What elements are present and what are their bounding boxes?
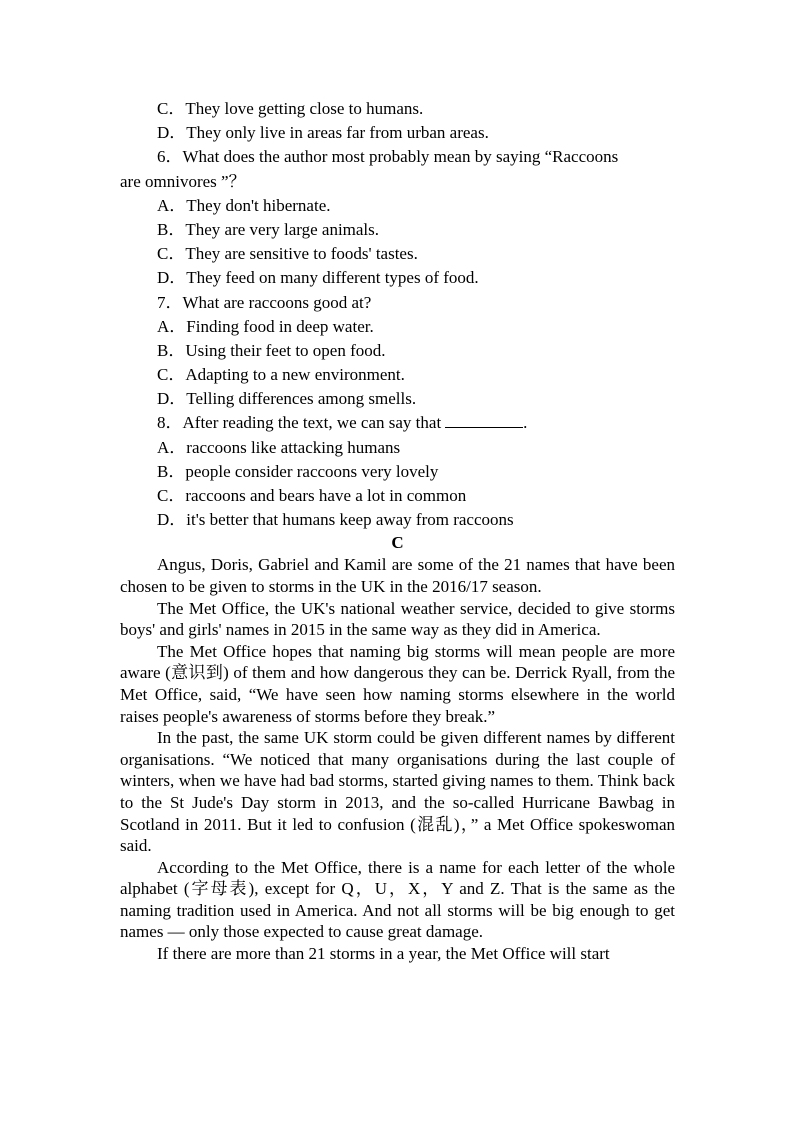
q7-option-d: D．Telling differences among smells. xyxy=(157,389,417,409)
section-heading: C xyxy=(391,533,404,553)
q8-option-c: C．raccoons and bears have a lot in common xyxy=(157,486,467,505)
q6-stem-continued: are omnivores ”？ xyxy=(120,171,246,191)
q8-option-d: D．it's better that humans keep away from raccoons xyxy=(157,510,514,530)
answer-blank xyxy=(445,413,523,428)
q8-option-a: A．raccoons like attacking humans xyxy=(157,437,401,457)
q8-stem-end: . xyxy=(523,413,528,433)
q6-option-a: A．They don't hibernate. xyxy=(157,195,331,215)
paragraph: According to the Met Office, there is a name for each letter of the whole alphabet (字母表), except for Q，U，X，Y and Z. That is the same as the naming tradition used in America. And not all storms will be big enough to get names — only those expected to cause great damage. xyxy=(120,857,675,942)
worksheet-page xyxy=(120,97,675,965)
paragraph: Angus, Doris, Gabriel and Kamil are some of the 21 names that have been chosen to be given to storms in the UK in the 2016/17 season. xyxy=(120,555,675,596)
q8-option-b: B．people consider raccoons very lovely xyxy=(157,461,439,481)
passage xyxy=(120,554,675,964)
paragraph: In the past, the same UK storm could be given different names by different organisations. “We noticed that many organisations during the last couple of winters, when we have had bad storms, started giving names to them. Think back to the St Jude's Day storm in 2013, and the so-called Hurricane Bawbag in Scotland in 2011. But it led to confusion (混乱)，” a Met Office spokeswoman said. xyxy=(120,728,675,856)
q7-option-c: C．Adapting to a new environment. xyxy=(157,365,405,385)
q6-option-d: D．They feed on many different types of food. xyxy=(157,268,479,288)
q8-stem xyxy=(120,411,675,435)
q7-option-a: A．Finding food in deep water. xyxy=(157,316,374,336)
q6-option-b: B．They are very large animals. xyxy=(157,219,380,239)
q5-option-c: C．They love getting close to humans. xyxy=(157,99,424,118)
paragraph: The Met Office hopes that naming big storms will mean people are more aware (意识到) of them and how dangerous they can be. Derrick Ryall, from the Met Office, said, “We have seen how naming storms elsewhere in the world raises people's awareness of storms before they break.” xyxy=(120,641,675,726)
paragraph: If there are more than 21 storms in a year, the Met Office will start xyxy=(157,944,610,964)
q5-option-d: D．They only live in areas far from urban areas. xyxy=(157,123,489,143)
q7-option-b: B．Using their feet to open food. xyxy=(157,340,386,360)
paragraph: The Met Office, the UK's national weather service, decided to give storms boys' and girls' names in 2015 in the same way as they did in America. xyxy=(120,598,675,640)
q6-stem: 6．What does the author most probably mean by saying “Raccoons xyxy=(157,147,619,167)
q6-option-c: C．They are sensitive to foods' tastes. xyxy=(157,244,418,264)
q7-stem: 7．What are raccoons good at? xyxy=(157,292,372,312)
q8-stem-text: 8．After reading the text, we can say that xyxy=(157,413,442,433)
